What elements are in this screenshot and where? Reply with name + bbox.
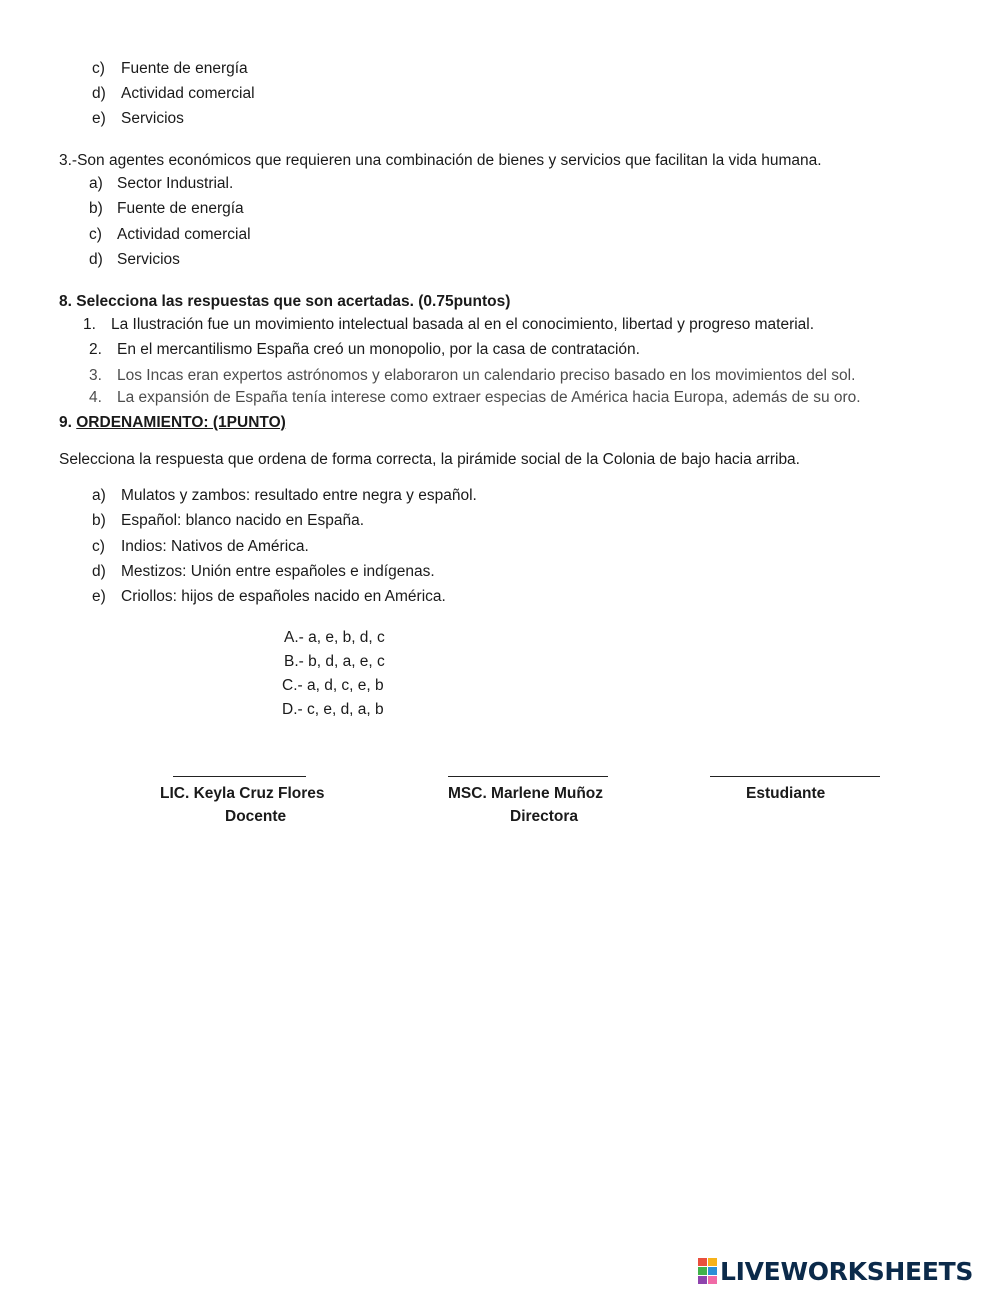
q3-option-c: c) Actividad comercial — [89, 226, 251, 243]
q8-item-3: 3. Los Incas eran expertos astrónomos y elaboraron un calendario preciso basado en los movimientos del sol. — [89, 367, 856, 384]
signature-name-docente: LIC. Keyla Cruz Flores — [160, 785, 325, 802]
logo-block — [708, 1258, 717, 1266]
q8-heading: 8. Selecciona las respuestas que son acertadas. (0.75puntos) — [59, 293, 511, 310]
signature-line-estudiante — [710, 776, 880, 777]
signature-line-directora — [448, 776, 608, 777]
logo-text: LIVEWORKSHEETS — [720, 1256, 974, 1286]
q8-item-4: 4. La expansión de España tenía interese como extraer especias de América hacia Europa, además de su oro. — [89, 389, 861, 406]
q9-option-d: d) Mestizos: Unión entre españoles e indígenas. — [92, 563, 435, 580]
answer-choice-b: B.- b, d, a, e, c — [284, 653, 385, 670]
logo-block — [708, 1267, 717, 1275]
answer-choice-d: D.- c, e, d, a, b — [282, 701, 384, 718]
q8-item-2: 2. En el mercantilismo España creó un monopolio, por la casa de contratación. — [89, 341, 640, 358]
answer-choice-c: C.- a, d, c, e, b — [282, 677, 384, 694]
q3-option-a: a) Sector Industrial. — [89, 175, 234, 192]
option-c: c) Fuente de energía — [92, 60, 248, 77]
q9-option-e: e) Criollos: hijos de españoles nacido en América. — [92, 588, 446, 605]
signature-line-docente — [173, 776, 306, 777]
signature-name-directora: MSC. Marlene Muñoz — [448, 785, 604, 802]
q3-prompt: 3.-Son agentes económicos que requieren una combinación de bienes y servicios que facilitan la vida humana. — [59, 152, 822, 169]
logo-block — [708, 1276, 717, 1284]
liveworksheets-logo — [698, 1258, 973, 1284]
q9-option-b: b) Español: blanco nacido en España. — [92, 512, 365, 529]
signature-role-directora: Directora — [510, 808, 579, 825]
option-e: e) Servicios — [92, 110, 184, 127]
answer-choice-a: A.- a, e, b, d, c — [284, 629, 385, 646]
q9-option-a: a) Mulatos y zambos: resultado entre negra y español. — [92, 487, 477, 504]
logo-blocks-icon — [698, 1258, 717, 1284]
logo-block — [698, 1267, 707, 1275]
logo-block — [698, 1276, 707, 1284]
q9-instruction: Selecciona la respuesta que ordena de forma correcta, la pirámide social de la Colonia de bajo hacia arriba. — [59, 451, 800, 468]
q8-item-1: 1. La Ilustración fue un movimiento intelectual basada al en el conocimiento, libertad y progreso material. — [83, 316, 815, 333]
q3-option-b: b) Fuente de energía — [89, 200, 244, 217]
option-d: d) Actividad comercial — [92, 85, 255, 102]
signature-name-estudiante: Estudiante — [746, 785, 826, 802]
signature-role-docente: Docente — [225, 808, 287, 825]
logo-block — [698, 1258, 707, 1266]
q3-option-d: d) Servicios — [89, 251, 180, 268]
q9-option-c: c) Indios: Nativos de América. — [92, 538, 309, 555]
q9-heading: 9. ORDENAMIENTO: (1PUNTO) — [59, 414, 286, 431]
